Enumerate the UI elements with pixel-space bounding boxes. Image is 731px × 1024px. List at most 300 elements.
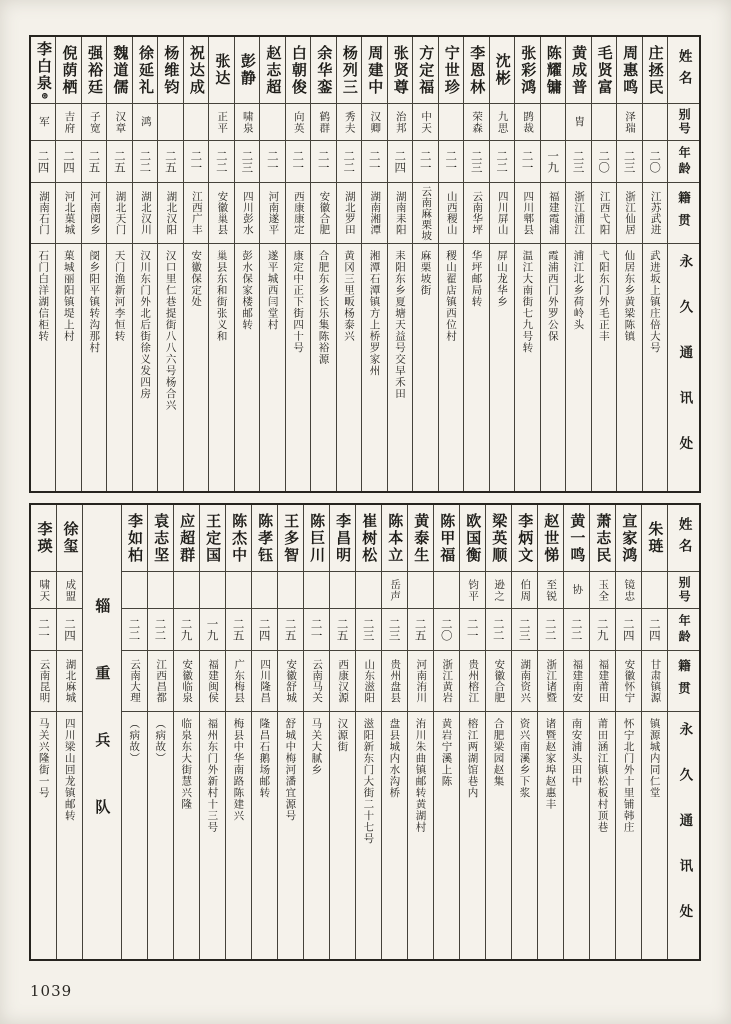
entry-column xyxy=(56,37,81,491)
native-place-cell xyxy=(184,183,208,244)
native-place-cell-text: 安徽合肥 xyxy=(318,191,331,235)
native-place-cell-text: 广东梅县 xyxy=(233,659,246,703)
age-cell xyxy=(642,609,667,651)
address-cell xyxy=(592,244,616,491)
alias-cell-text: 岳声 xyxy=(389,578,402,602)
alias-cell xyxy=(56,104,80,141)
name-cell xyxy=(184,37,208,104)
native-place-cell xyxy=(226,651,251,712)
native-place-cell xyxy=(286,183,310,244)
alias-cell-text: 汉章 xyxy=(114,110,127,134)
address-cell-text: 湘潭石潭镇方上桥罗家州 xyxy=(368,250,381,377)
header-age-label xyxy=(668,141,699,183)
name-cell-text: 陈耀镛 xyxy=(544,44,563,96)
age-cell-text: 二三 xyxy=(361,618,376,641)
address-cell-text: 马关兴隆街一号 xyxy=(37,718,50,799)
address-cell xyxy=(590,712,615,959)
age-cell xyxy=(616,609,641,651)
name-cell xyxy=(260,37,284,104)
address-cell-text: 麻栗坡街 xyxy=(419,250,432,296)
entry-column xyxy=(362,37,387,491)
address-cell xyxy=(226,712,251,959)
native-place-cell xyxy=(566,183,590,244)
name-cell xyxy=(388,37,412,104)
name-cell xyxy=(413,37,437,104)
name-cell xyxy=(235,37,259,104)
address-cell xyxy=(311,244,335,491)
name-cell xyxy=(382,505,407,572)
address-cell-text: 诸暨赵家埠赵惠丰 xyxy=(544,718,557,810)
name-cell xyxy=(148,505,173,572)
entry-column xyxy=(107,37,132,491)
native-place-cell xyxy=(260,183,284,244)
alias-cell-text: 鸿 xyxy=(139,116,152,128)
alias-cell-text: 荣森 xyxy=(471,110,484,134)
age-cell xyxy=(278,609,303,651)
name-cell xyxy=(31,505,56,572)
address-cell xyxy=(490,244,514,491)
address-cell-text: 汉口里仁巷提街八八六号杨合兴 xyxy=(164,250,177,411)
age-cell xyxy=(226,609,251,651)
alias-cell-text: 向英 xyxy=(292,110,305,134)
age-cell-text: 二九 xyxy=(595,618,610,641)
header-native-place-label xyxy=(668,183,699,244)
address-cell xyxy=(382,712,407,959)
name-cell-text: 崔树松 xyxy=(360,512,379,564)
age-cell xyxy=(362,141,386,183)
entry-column xyxy=(330,505,356,959)
address-cell-text: 华坪邮局转 xyxy=(470,250,483,308)
age-cell xyxy=(57,609,82,651)
address-cell-text: 天门渔新河李恒转 xyxy=(113,250,126,342)
age-cell-text: 二三 xyxy=(571,150,586,173)
age-cell-text: 二三 xyxy=(622,150,637,173)
age-cell-text: 二五 xyxy=(335,618,350,641)
entry-column xyxy=(408,505,434,959)
name-cell-text: 李炳文 xyxy=(516,512,535,564)
address-cell xyxy=(616,712,641,959)
age-cell-text: 二一 xyxy=(36,618,51,641)
name-cell xyxy=(434,505,459,572)
native-place-cell xyxy=(388,183,412,244)
header-address-label-text: 永久通讯处 xyxy=(676,721,693,950)
name-cell-text: 黄泰生 xyxy=(412,512,431,564)
native-place-cell xyxy=(464,183,488,244)
age-cell-text: 二五 xyxy=(231,618,246,641)
age-cell-text: 二一 xyxy=(418,150,433,173)
age-cell-text: 一九 xyxy=(205,618,220,641)
alias-cell-text: 正平 xyxy=(216,110,229,134)
alias-cell xyxy=(200,572,225,609)
address-cell xyxy=(148,712,173,959)
age-cell-text: 二五 xyxy=(163,150,178,173)
age-cell xyxy=(356,609,381,651)
entry-column xyxy=(337,37,362,491)
native-place-cell-text: 浙江黄岩 xyxy=(441,659,454,703)
address-cell xyxy=(512,712,537,959)
entry-column xyxy=(439,37,464,491)
native-place-cell xyxy=(57,651,82,712)
entry-column xyxy=(512,505,538,959)
address-cell xyxy=(643,244,667,491)
alias-cell xyxy=(642,572,667,609)
alias-cell xyxy=(252,572,277,609)
address-cell-text: 南安浦头田中 xyxy=(570,718,583,787)
age-cell xyxy=(56,141,80,183)
native-place-cell xyxy=(148,651,173,712)
address-cell xyxy=(304,712,329,959)
entry-column xyxy=(564,505,590,959)
entry-column xyxy=(382,505,408,959)
age-cell-text: 二四 xyxy=(393,150,408,173)
age-cell xyxy=(31,609,56,651)
address-cell xyxy=(31,712,56,959)
address-cell-text: 榕江两湖馆巷内 xyxy=(466,718,479,799)
name-cell xyxy=(512,505,537,572)
age-cell-text: 二二 xyxy=(214,150,229,173)
name-cell xyxy=(82,37,106,104)
header-native-place-label-text: 籍贯 xyxy=(676,658,692,704)
address-cell-text: 巢县东和街张义和 xyxy=(215,250,228,342)
native-place-cell-text: 四川屏山 xyxy=(496,191,509,235)
entry-column xyxy=(538,505,564,959)
age-cell-text: 二〇 xyxy=(439,618,454,641)
address-cell xyxy=(330,712,355,959)
entry-column xyxy=(592,37,617,491)
alias-cell xyxy=(31,104,55,141)
name-cell xyxy=(226,505,251,572)
alias-cell xyxy=(286,104,310,141)
native-place-cell-text: 湖北汉川 xyxy=(139,191,152,235)
name-cell-text: 袁志坚 xyxy=(152,512,171,564)
entry-column xyxy=(490,37,515,491)
name-cell xyxy=(311,37,335,104)
entry-column xyxy=(133,37,158,491)
name-cell xyxy=(337,37,361,104)
native-place-cell xyxy=(304,651,329,712)
entry-column xyxy=(174,505,200,959)
alias-cell-text: 至锐 xyxy=(545,578,558,602)
name-cell xyxy=(56,37,80,104)
alias-cell-text: 玉全 xyxy=(597,578,610,602)
alias-cell xyxy=(439,104,463,141)
name-cell-text: 王多智 xyxy=(282,512,301,564)
name-cell-text: 方定福 xyxy=(417,44,436,96)
address-cell-text: 阌乡阳平镇转沟那村 xyxy=(88,250,101,354)
age-cell-text: 二二 xyxy=(138,150,153,173)
age-cell xyxy=(82,141,106,183)
name-cell-text: 张贤尊 xyxy=(391,44,410,96)
section-label xyxy=(83,505,121,959)
alias-cell xyxy=(512,572,537,609)
address-cell xyxy=(122,712,147,959)
age-cell xyxy=(541,141,565,183)
alias-cell-text: 九思 xyxy=(496,110,509,134)
age-cell xyxy=(158,141,182,183)
address-cell xyxy=(617,244,641,491)
alias-cell-text: 秀夫 xyxy=(343,110,356,134)
name-cell xyxy=(439,37,463,104)
native-place-cell xyxy=(31,183,55,244)
address-cell-text: 合肥东乡长乐集陈裕源 xyxy=(317,250,330,365)
address-cell xyxy=(486,712,511,959)
name-cell xyxy=(617,37,641,104)
name-cell-text: 赵志超 xyxy=(264,44,283,96)
name-cell xyxy=(515,37,539,104)
entry-column xyxy=(413,37,438,491)
address-cell-text: 康定中正下街四十号 xyxy=(292,250,305,354)
entry-column xyxy=(226,505,252,959)
age-cell-text: 二九 xyxy=(179,618,194,641)
age-cell-text: 二五 xyxy=(283,618,298,641)
entry-column xyxy=(148,505,174,959)
entry-column xyxy=(31,37,56,491)
alias-cell xyxy=(82,104,106,141)
native-place-cell xyxy=(541,183,565,244)
alias-cell xyxy=(617,104,641,141)
age-cell-text: 二一 xyxy=(520,150,535,173)
age-cell-text: 二一 xyxy=(291,150,306,173)
alias-cell xyxy=(413,104,437,141)
native-place-cell-text: 西康康定 xyxy=(292,191,305,235)
alias-cell xyxy=(616,572,641,609)
address-cell-text: 仙居东乡黄梁陈镇 xyxy=(623,250,636,342)
native-place-cell-text: 湖南耒阳 xyxy=(394,191,407,235)
address-cell-text: 汉源街 xyxy=(336,718,349,753)
address-cell xyxy=(31,244,55,491)
name-cell xyxy=(330,505,355,572)
alias-cell xyxy=(31,572,56,609)
age-cell xyxy=(174,609,199,651)
age-cell xyxy=(592,141,616,183)
entry-column xyxy=(304,505,330,959)
native-place-cell-text: 浙江诸暨 xyxy=(545,659,558,703)
alias-cell xyxy=(538,572,563,609)
address-cell xyxy=(107,244,131,491)
alias-cell xyxy=(337,104,361,141)
native-place-cell xyxy=(252,651,277,712)
age-cell-text: 二三 xyxy=(387,618,402,641)
section-label-text: 辎重兵队 xyxy=(93,598,112,866)
name-cell xyxy=(278,505,303,572)
native-place-cell-text: 福建莆田 xyxy=(597,659,610,703)
address-cell xyxy=(158,244,182,491)
age-cell xyxy=(200,609,225,651)
alias-cell xyxy=(356,572,381,609)
native-place-cell xyxy=(439,183,463,244)
age-cell-text: 二〇 xyxy=(648,150,663,173)
age-cell xyxy=(439,141,463,183)
alias-cell xyxy=(184,104,208,141)
address-cell xyxy=(200,712,225,959)
address-cell xyxy=(541,244,565,491)
address-cell xyxy=(235,244,259,491)
native-place-cell-text: 福建霞浦 xyxy=(547,191,560,235)
roster-table-top xyxy=(29,35,701,493)
age-cell-text: 二五 xyxy=(112,150,127,173)
age-cell-text: 二四 xyxy=(647,618,662,641)
age-cell-text: 二二 xyxy=(342,150,357,173)
address-cell-text: 武进坂上镇庄倍大号 xyxy=(648,250,661,354)
name-cell-text: 李恩林 xyxy=(468,44,487,96)
header-name-label-text: 姓名 xyxy=(675,516,692,560)
age-cell xyxy=(486,609,511,651)
header-address-label-text: 永久通讯处 xyxy=(676,253,693,482)
native-place-cell-text: 湖北天门 xyxy=(114,191,127,235)
native-place-cell-text: 山东滋阳 xyxy=(363,659,376,703)
address-cell-text: 耒阳东乡夏塘天益号交早禾田 xyxy=(394,250,406,400)
native-place-cell xyxy=(31,651,56,712)
native-place-cell-text: 湖南资兴 xyxy=(519,659,532,703)
address-cell xyxy=(413,244,437,491)
native-place-cell xyxy=(460,651,485,712)
native-place-cell-text: 湖北麻城 xyxy=(64,659,77,703)
native-place-cell-text: 西康汉源 xyxy=(337,659,350,703)
entry-column xyxy=(200,505,226,959)
header-age-label-text: 年龄 xyxy=(677,145,692,178)
name-cell-text: 宁世珍 xyxy=(442,44,461,96)
age-cell xyxy=(337,141,361,183)
address-cell-text: 菓城丽阳镇堤上村 xyxy=(62,250,75,342)
age-cell-text: 二二 xyxy=(491,618,506,641)
name-cell xyxy=(541,37,565,104)
address-cell-text: 合肥梁园赵集 xyxy=(492,718,505,787)
name-cell-text: 周建中 xyxy=(366,44,385,96)
name-cell xyxy=(252,505,277,572)
native-place-cell-text: 湖北汉阳 xyxy=(165,191,178,235)
native-place-cell-text: 安徽临泉 xyxy=(181,659,194,703)
name-cell-text: 李昌明 xyxy=(334,512,353,564)
name-cell-text: 祝达成 xyxy=(187,44,206,96)
entry-column xyxy=(541,37,566,491)
native-place-cell-text: 江苏武进 xyxy=(649,191,662,235)
native-place-cell-text: 湖南石门 xyxy=(38,191,50,235)
header-native-place-label-text: 籍贯 xyxy=(676,190,692,236)
name-cell xyxy=(31,37,55,104)
native-place-cell-text: 贵州盘县 xyxy=(389,659,402,703)
native-place-cell xyxy=(382,651,407,712)
address-cell xyxy=(564,712,589,959)
address-cell xyxy=(260,244,284,491)
entry-column xyxy=(388,37,413,491)
name-cell-text: 陈孝钰 xyxy=(256,512,275,564)
native-place-cell-text: 安徽怀宁 xyxy=(623,659,636,703)
name-cell xyxy=(486,505,511,572)
age-cell xyxy=(538,609,563,651)
alias-cell xyxy=(174,572,199,609)
address-cell-text: 洧川朱曲镇邮转黄湖村 xyxy=(414,718,427,833)
native-place-cell xyxy=(200,651,225,712)
address-cell-text: 梅县中华南路陈建兴 xyxy=(232,718,245,822)
age-cell-text: 二二 xyxy=(153,618,168,641)
age-cell xyxy=(304,609,329,651)
age-cell-text: 二一 xyxy=(444,150,459,173)
age-cell-text: 二二 xyxy=(569,618,584,641)
native-place-cell xyxy=(174,651,199,712)
name-cell-text: 余华銮 xyxy=(315,44,334,96)
native-place-cell xyxy=(564,651,589,712)
age-cell-text: 二四 xyxy=(36,150,51,173)
age-cell xyxy=(330,609,355,651)
native-place-cell-text: 贵州榕江 xyxy=(467,659,480,703)
age-cell xyxy=(184,141,208,183)
native-place-cell xyxy=(82,183,106,244)
header-column xyxy=(668,505,699,959)
name-cell xyxy=(592,37,616,104)
name-cell xyxy=(133,37,157,104)
entry-column xyxy=(57,505,83,959)
age-cell xyxy=(388,141,412,183)
name-cell xyxy=(57,505,82,572)
alias-cell xyxy=(57,572,82,609)
name-cell-text: 徐玺 xyxy=(61,521,80,555)
entry-column xyxy=(643,37,668,491)
age-cell-text: 二一 xyxy=(367,150,382,173)
age-cell-text: 二一 xyxy=(316,150,331,173)
native-place-cell-text: 安徽合肥 xyxy=(493,659,506,703)
entry-column xyxy=(356,505,382,959)
age-cell-text: 二一 xyxy=(465,618,480,641)
name-cell-text: 萧志民 xyxy=(594,512,613,564)
age-cell xyxy=(464,141,488,183)
alias-cell xyxy=(362,104,386,141)
native-place-cell xyxy=(235,183,259,244)
age-cell-text: 二一 xyxy=(265,150,280,173)
address-cell xyxy=(209,244,233,491)
native-place-cell-text: 江西昌都 xyxy=(155,659,168,703)
header-name-label xyxy=(668,37,699,104)
header-alias-label-text: 别号 xyxy=(677,576,692,604)
native-place-cell xyxy=(590,651,615,712)
header-alias-label-text: 别号 xyxy=(677,108,692,136)
age-cell xyxy=(235,141,259,183)
entry-column xyxy=(252,505,278,959)
native-place-cell xyxy=(362,183,386,244)
native-place-cell xyxy=(642,651,667,712)
alias-cell-text: 钧平 xyxy=(467,578,480,602)
native-place-cell xyxy=(515,183,539,244)
native-place-cell-text: 云南马关 xyxy=(311,659,324,703)
age-cell xyxy=(252,609,277,651)
address-cell-text: 石门白洋湖信柜转 xyxy=(37,250,50,342)
age-cell-text: 二一 xyxy=(309,618,324,641)
name-cell-text: 白朝俊 xyxy=(289,44,308,96)
alias-cell-text: 镜忠 xyxy=(623,578,636,602)
native-place-cell-text: 福建闽侯 xyxy=(207,659,220,703)
age-cell xyxy=(133,141,157,183)
age-cell-text: 二一 xyxy=(189,150,204,173)
address-cell-text: 遂平城西闫堂村 xyxy=(266,250,279,331)
native-place-cell-text: 河南遂平 xyxy=(267,191,280,235)
native-place-cell xyxy=(356,651,381,712)
age-cell xyxy=(408,609,433,651)
address-cell-text: 滋阳新东门大街二十七号 xyxy=(362,718,375,845)
alias-cell xyxy=(235,104,259,141)
age-cell xyxy=(643,141,667,183)
alias-cell-text: 鹍裁 xyxy=(522,110,535,134)
native-place-cell-text: 湖南湘潭 xyxy=(369,191,382,235)
name-cell-text: 杨维钧 xyxy=(162,44,181,96)
address-cell xyxy=(388,244,412,491)
age-cell-text: 二三 xyxy=(517,618,532,641)
alias-cell xyxy=(592,104,616,141)
name-cell-text: 李如柏 xyxy=(126,512,145,564)
native-place-cell xyxy=(490,183,514,244)
address-cell-text: 莆田涵江镇松板村顶巷 xyxy=(596,718,609,833)
alias-cell xyxy=(107,104,131,141)
address-cell-text: 汉川东门外北后街徐义发四房 xyxy=(139,250,152,400)
native-place-cell xyxy=(337,183,361,244)
